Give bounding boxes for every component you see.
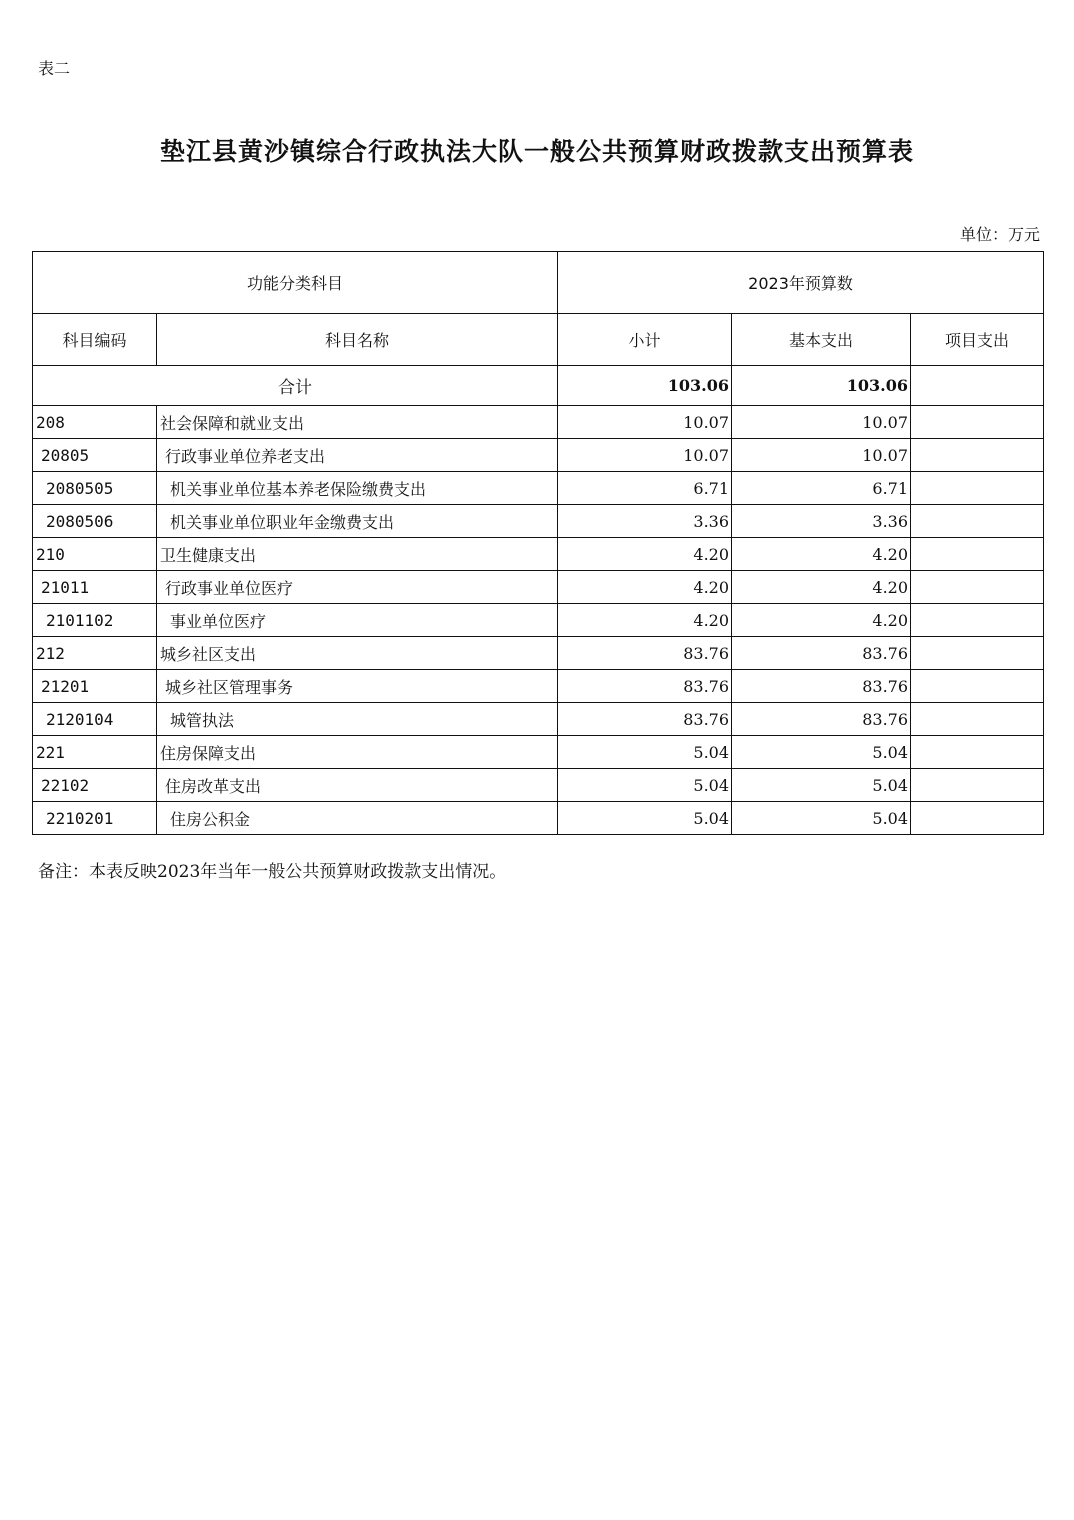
row-basic: 10.07: [732, 439, 911, 472]
header-subtotal: 小计: [558, 314, 732, 366]
row-project: [911, 769, 1044, 802]
row-basic: 5.04: [732, 769, 911, 802]
table-row: [33, 802, 1044, 835]
table-number-label: 表二: [38, 59, 71, 78]
row-name: 社会保障和就业支出: [157, 406, 558, 439]
table-row: [33, 406, 1044, 439]
budget-table: [32, 251, 1044, 835]
row-basic: 83.76: [732, 637, 911, 670]
row-subtotal: 5.04: [558, 736, 732, 769]
row-basic: 5.04: [732, 802, 911, 835]
total-subtotal: 103.06: [558, 366, 732, 406]
row-name: 机关事业单位基本养老保险缴费支出: [157, 472, 558, 505]
header-functional-category: 功能分类科目: [33, 252, 558, 314]
row-name: 住房保障支出: [157, 736, 558, 769]
row-code: 2101102: [33, 604, 157, 637]
header-project: 项目支出: [911, 314, 1044, 366]
total-basic: 103.06: [732, 366, 911, 406]
table-row: [33, 769, 1044, 802]
row-code: 22102: [33, 769, 157, 802]
total-row: [33, 366, 1044, 406]
header-row-group: [33, 252, 1044, 314]
row-subtotal: 5.04: [558, 802, 732, 835]
total-project: [911, 366, 1044, 406]
row-code: 21201: [33, 670, 157, 703]
row-name: 住房改革支出: [157, 769, 558, 802]
row-project: [911, 604, 1044, 637]
row-project: [911, 703, 1044, 736]
row-code: 2080505: [33, 472, 157, 505]
row-project: [911, 637, 1044, 670]
table-row: [33, 604, 1044, 637]
header-row-columns: [33, 314, 1044, 366]
table-row: [33, 439, 1044, 472]
footnote: 备注：本表反映2023年当年一般公共预算财政拨款支出情况。: [38, 862, 507, 882]
row-basic: 4.20: [732, 538, 911, 571]
row-code: 212: [33, 637, 157, 670]
header-code: 科目编码: [33, 314, 157, 366]
row-name: 住房公积金: [157, 802, 558, 835]
table-row: [33, 538, 1044, 571]
row-subtotal: 83.76: [558, 703, 732, 736]
table-row: [33, 703, 1044, 736]
table-row: [33, 571, 1044, 604]
table-row: [33, 472, 1044, 505]
row-subtotal: 4.20: [558, 571, 732, 604]
row-project: [911, 472, 1044, 505]
row-subtotal: 83.76: [558, 670, 732, 703]
row-code: 20805: [33, 439, 157, 472]
row-project: [911, 538, 1044, 571]
row-code: 210: [33, 538, 157, 571]
row-name: 机关事业单位职业年金缴费支出: [157, 505, 558, 538]
table-row: [33, 505, 1044, 538]
row-subtotal: 5.04: [558, 769, 732, 802]
row-code: 2080506: [33, 505, 157, 538]
row-subtotal: 83.76: [558, 637, 732, 670]
row-subtotal: 4.20: [558, 538, 732, 571]
row-name: 城管执法: [157, 703, 558, 736]
row-basic: 3.36: [732, 505, 911, 538]
total-label: 合计: [33, 366, 558, 406]
row-name: 行政事业单位医疗: [157, 571, 558, 604]
row-basic: 5.04: [732, 736, 911, 769]
row-basic: 83.76: [732, 703, 911, 736]
row-name: 事业单位医疗: [157, 604, 558, 637]
row-project: [911, 736, 1044, 769]
row-basic: 4.20: [732, 571, 911, 604]
row-subtotal: 3.36: [558, 505, 732, 538]
row-subtotal: 10.07: [558, 406, 732, 439]
table-row: [33, 637, 1044, 670]
header-basic: 基本支出: [732, 314, 911, 366]
row-subtotal: 6.71: [558, 472, 732, 505]
row-name: 城乡社区管理事务: [157, 670, 558, 703]
row-project: [911, 439, 1044, 472]
row-basic: 4.20: [732, 604, 911, 637]
header-name: 科目名称: [157, 314, 558, 366]
row-project: [911, 406, 1044, 439]
table-row: [33, 736, 1044, 769]
row-code: 221: [33, 736, 157, 769]
row-project: [911, 802, 1044, 835]
row-basic: 10.07: [732, 406, 911, 439]
row-basic: 6.71: [732, 472, 911, 505]
header-budget-2023: 2023年预算数: [558, 252, 1044, 314]
row-name: 行政事业单位养老支出: [157, 439, 558, 472]
row-project: [911, 571, 1044, 604]
row-project: [911, 670, 1044, 703]
row-code: 208: [33, 406, 157, 439]
row-code: 21011: [33, 571, 157, 604]
table-row: [33, 670, 1044, 703]
row-subtotal: 4.20: [558, 604, 732, 637]
page-title: 垫江县黄沙镇综合行政执法大队一般公共预算财政拨款支出预算表: [159, 137, 914, 166]
row-name: 城乡社区支出: [157, 637, 558, 670]
row-code: 2210201: [33, 802, 157, 835]
row-subtotal: 10.07: [558, 439, 732, 472]
unit-label: 单位：万元: [959, 225, 1040, 244]
row-basic: 83.76: [732, 670, 911, 703]
row-code: 2120104: [33, 703, 157, 736]
row-name: 卫生健康支出: [157, 538, 558, 571]
row-project: [911, 505, 1044, 538]
